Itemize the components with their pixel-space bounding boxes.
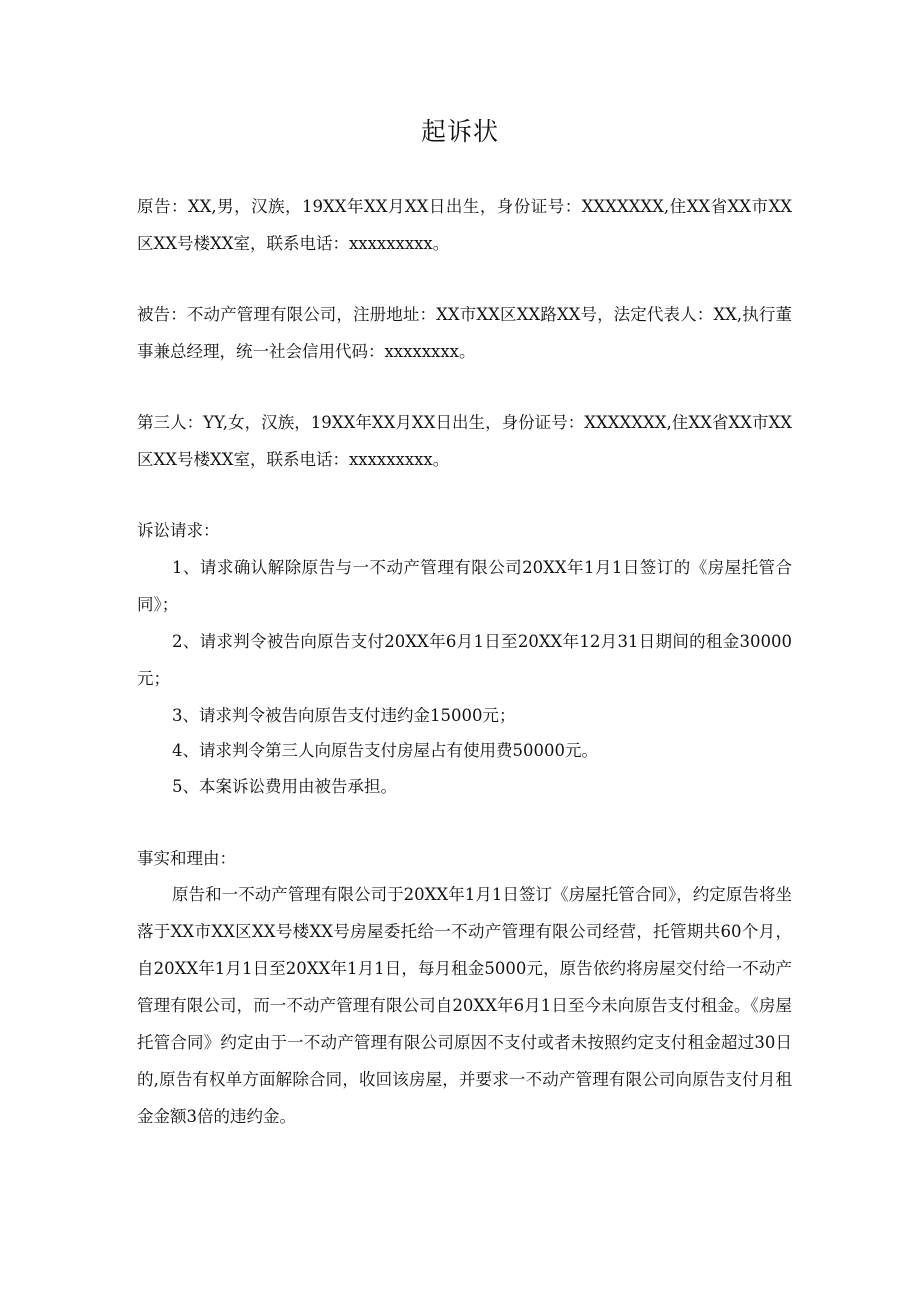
defendant-paragraph: 被告：不动产管理有限公司，注册地址：XX市XX区XX路XX号，法定代表人：XX,执行董事兼总经理，统一社会信用代码：xxxxxxxx。 xyxy=(137,305,792,361)
claims-heading: 诉讼请求： xyxy=(137,521,220,540)
claim-item: 2、请求判令被告向原告支付20XX年6月1日至20XX年12月31日期间的租金30000元； xyxy=(137,632,792,688)
claim-item: 1、请求确认解除原告与一不动产管理有限公司20XX年1月1日签订的《房屋托管合同》； xyxy=(137,558,792,614)
claim-item: 4、请求判令第三人向原告支付房屋占有使用费50000元。 xyxy=(172,741,598,760)
claim-item: 5、本案诉讼费用由被告承担。 xyxy=(172,777,397,796)
plaintiff-paragraph: 原告：XX,男，汉族，19XX年XX月XX日出生，身份证号：XXXXXXX,住XX省XX市XX区XX号楼XX室，联系电话：xxxxxxxxx。 xyxy=(137,197,792,253)
facts-heading: 事实和理由： xyxy=(137,849,236,868)
third-party-paragraph: 第三人：YY,女，汉族，19XX年XX月XX日出生，身份证号：XXXXXXX,住XX省XX市XX区XX号楼XX室，联系电话：xxxxxxxxx。 xyxy=(137,413,792,469)
document-title: 起诉状 xyxy=(420,117,499,146)
claim-item: 3、请求判令被告向原告支付违约金15000元； xyxy=(172,706,516,725)
facts-body: 原告和一不动产管理有限公司于20XX年1月1日签订《房屋托管合同》，约定原告将坐落于XX市XX区XX号楼XX号房屋委托给一不动产管理有限公司经营，托管期共60个月，自20XX年1月1日至20XX年1月1日，每月租金5000元，原告依约将房屋交付给一不动产管理有限公司，而一不动产管理有限公司自20XX年6月1日至今未向原告支付租金。《房屋托管合同》约定由于一不动产管理有限公司原因不支付或者未按照约定支付租金超过30日的,原告有权单方面解除合同，收回该房屋，并要求一不动产管理有限公司向原告支付月租金金额3倍的违约金。 xyxy=(137,885,792,1126)
